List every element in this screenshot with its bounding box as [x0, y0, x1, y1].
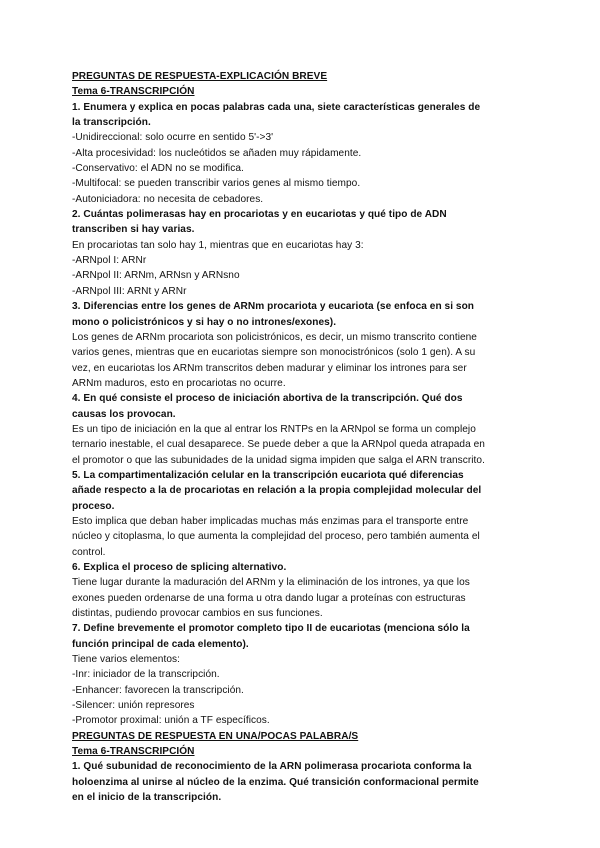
question-block-4 — [72, 391, 534, 468]
answer-text: -Alta procesividad: los nucleótidos se añaden muy rápidamente. — [72, 147, 362, 159]
answer-text: -Multifocal: se pueden transcribir varios genes al mismo tiempo. — [72, 178, 361, 190]
answer-text: -Autoniciadora: no necesita de cebadores. — [72, 193, 264, 205]
question-text: función principal de cada elemento). — [72, 638, 249, 650]
question-text: causas los provocan. — [72, 408, 176, 420]
answer-text: Tiene varios elementos: — [72, 654, 180, 666]
answer-text: distintas, pudiendo provocar cambios en sus funciones. — [72, 608, 323, 620]
topic-heading: Tema 6-TRANSCRIPCIÓN — [72, 86, 195, 98]
question-block-5 — [72, 468, 534, 560]
question-text: la transcripción. — [72, 117, 151, 129]
answer-text: exones pueden ordenarse de una forma u otra dando lugar a proteínas con estructuras — [72, 592, 466, 604]
answer-text: Es un tipo de iniciación en la que al entrar los RNTPs en la ARNpol se forma un complejo — [72, 423, 476, 435]
question-text: 2. Cuántas polimerasas hay en procariotas y en eucariotas y qué tipo de ADN — [72, 209, 447, 221]
answer-text: vez, en eucariotas los ARNm transcritos deben madurar y eliminar los intrones para ser — [72, 362, 467, 374]
section-heading: PREGUNTAS DE RESPUESTA-EXPLICACIÓN BREVE — [72, 71, 328, 82]
answer-text: el promotor o que las subunidades de la unidad sigma impiden que salga el ARN transcrito. — [72, 454, 485, 466]
answer-text: -Conservativo: el ADN no se modifica. — [72, 163, 244, 175]
question-text: 1. Enumera y explica en pocas palabras cada una, siete características generales de — [72, 101, 481, 113]
answer-text: -Inr: iniciador de la transcripción. — [72, 669, 220, 681]
question-text: en el inicio de la transcripción. — [72, 792, 222, 804]
answer-text: control. — [72, 546, 106, 558]
question-text: proceso. — [72, 500, 115, 512]
question-text: 4. En qué consiste el proceso de iniciación abortiva de la transcripción. Qué dos — [72, 393, 463, 405]
answer-text: varios genes, mientras que en eucariotas siempre son monocistrónicos (solo 1 gen). A su — [72, 347, 476, 359]
section-heading: PREGUNTAS DE RESPUESTA EN UNA/POCAS PALABRA/S — [72, 730, 359, 742]
question-block-6 — [72, 560, 534, 621]
answer-text: En procariotas tan solo hay 1, mientras que en eucariotas hay 3: — [72, 239, 364, 251]
question-text: 6. Explica el proceso de splicing alternativo. — [72, 562, 287, 573]
topic-heading: Tema 6-TRANSCRIPCIÓN — [72, 746, 195, 758]
answer-text: -ARNpol I: ARNr — [72, 255, 147, 267]
question-text: holoenzima al unirse al núcleo de la enzima. Qué transición conformacional permite — [72, 776, 479, 788]
answer-text: -ARNpol III: ARNt y ARNr — [72, 285, 187, 297]
document-page — [72, 69, 534, 806]
question-text: 7. Define brevemente el promotor completo tipo II de eucariotas (menciona sólo la — [72, 623, 470, 635]
answer-text: -Silencer: unión represores — [72, 700, 195, 712]
question-block-1 — [72, 100, 534, 207]
answer-text: Los genes de ARNm procariota son policistrónicos, es decir, un mismo transcrito contiene — [72, 331, 477, 343]
answer-text: núcleo y citoplasma, lo que aumenta la complejidad del proceso, pero también aumenta el — [72, 531, 480, 543]
question-text: añade respecto a la de procariotas en relación a la propia complejidad molecular del — [72, 485, 482, 497]
question-block-7 — [72, 621, 534, 728]
answer-text: -Promotor proximal: unión a TF específicos. — [72, 715, 270, 727]
question-text: transcriben si hay varias. — [72, 224, 195, 236]
question-block-2 — [72, 207, 534, 299]
question-text: 5. La compartimentalización celular en la transcripción eucariota qué diferencias — [72, 469, 464, 481]
answer-text: -Unidireccional: solo ocurre en sentido 5'->3' — [72, 132, 274, 144]
question-text: mono o policistrónicos y si hay o no intrones/exones). — [72, 316, 337, 328]
answer-text: Tiene lugar durante la maduración del ARNm y la eliminación de los intrones, ya que los — [72, 577, 470, 589]
question-block-3 — [72, 299, 534, 391]
answer-text: ARNm maduros, esto en procariotas no ocurre. — [72, 377, 286, 389]
answer-text: Esto implica que deban haber implicadas muchas más enzimas para el transporte entre — [72, 515, 469, 527]
question-text: 1. Qué subunidad de reconocimiento de la ARN polimerasa procariota conforma la — [72, 761, 472, 773]
question-text: 3. Diferencias entre los genes de ARNm procariota y eucariota (se enfoca en si son — [72, 301, 475, 313]
short-question-block-1 — [72, 759, 534, 805]
answer-text: ternario inestable, el cual desaparece. Se puede deber a que la ARNpol queda atrapada en — [72, 439, 485, 451]
answer-text: -Enhancer: favorecen la transcripción. — [72, 684, 244, 696]
answer-text: -ARNpol II: ARNm, ARNsn y ARNsno — [72, 270, 240, 282]
